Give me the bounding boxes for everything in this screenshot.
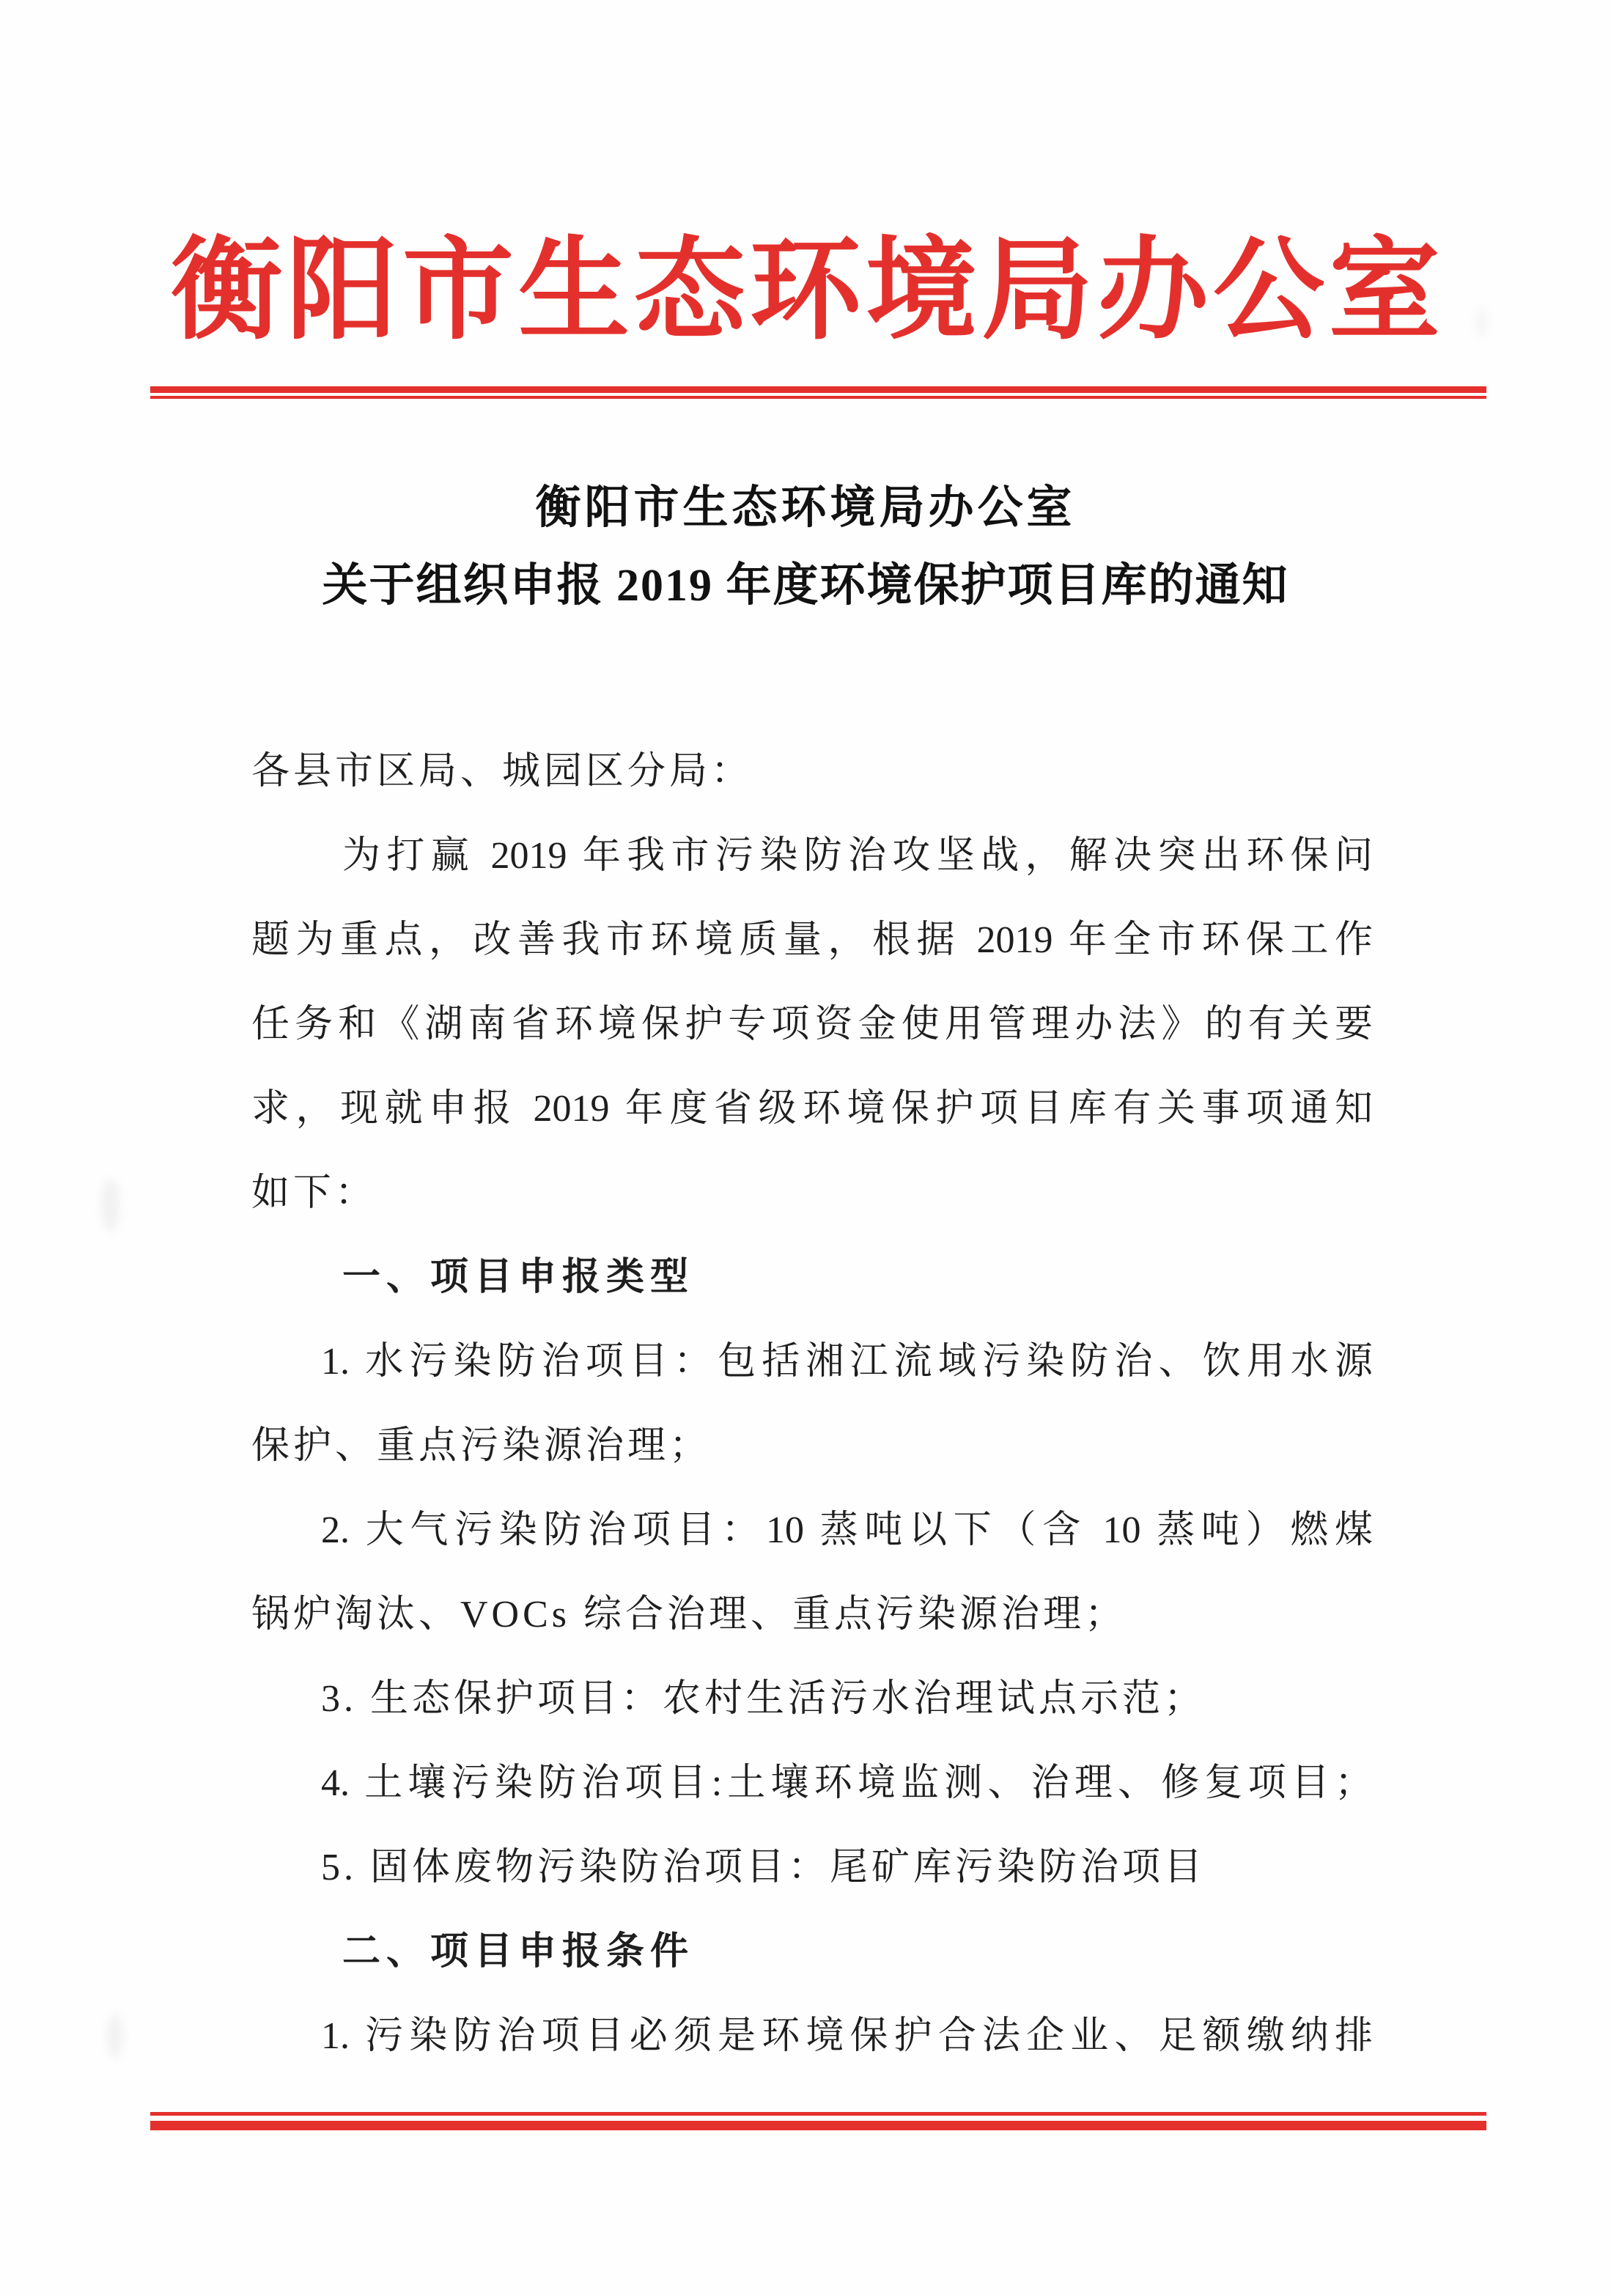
intro-paragraph-line-5: 如下： (251, 1172, 377, 1214)
letterhead-title: 衡阳市生态环境局办公室 (171, 229, 1445, 353)
document-title-line-2: 关于组织申报 2019 年度环境保护项目库的通知 (322, 561, 1289, 611)
section-one-heading: 一、项目申报类型 (342, 1256, 695, 1298)
document-title-line-1: 衡阳市生态环境局办公室 (535, 483, 1076, 533)
intro-paragraph-line-1: 为打赢 2019 年我市污染防治攻坚战，解决突出环保问 (342, 835, 1373, 877)
footer-rule-gap (150, 2116, 1486, 2121)
footer-rule-thick-bar (150, 2121, 1486, 2130)
item-1-water-line-2: 保护、重点污染源治理； (251, 1425, 712, 1467)
scan-smudge (101, 1179, 120, 1232)
salutation-line: 各县市区局、城园区分局： (251, 751, 753, 792)
scan-smudge (107, 2014, 123, 2058)
scan-smudge (1475, 308, 1488, 337)
document-body (251, 729, 1373, 2078)
letterhead-rule-thick-bar (150, 386, 1486, 393)
item-3-ecology-line: 3. 生态保护项目：农村生活污水治理试点示范； (321, 1678, 1206, 1720)
letterhead-rule-thin-bar (150, 396, 1486, 399)
condition-item-1-line: 1. 污染防治项目必须是环境保护合法企业、足额缴纳排 (321, 2015, 1373, 2057)
item-2-air-line-2: 锅炉淘汰、VOCs 综合治理、重点污染源治理； (251, 1594, 1127, 1635)
intro-paragraph-line-4: 求，现就申报 2019 年度省级环境保护项目库有关事项通知 (251, 1088, 1373, 1130)
item-5-solid-waste-line: 5. 固体废物污染防治项目：尾矿库污染防治项目 (321, 1847, 1206, 1888)
item-1-water-line-1: 1. 水污染防治项目：包括湘江流域污染防治、饮用水源 (321, 1341, 1373, 1383)
intro-paragraph-line-2: 题为重点，改善我市环境质量，根据 2019 年全市环保工作 (251, 919, 1373, 961)
letterhead-rule (150, 386, 1486, 399)
section-two-heading: 二、项目申报条件 (342, 1930, 695, 1973)
intro-paragraph-line-3: 任务和《湖南省环境保护专项资金使用管理办法》的有关要 (251, 1004, 1373, 1045)
footer-rule (150, 2112, 1486, 2130)
item-2-air-line-1: 2. 大气污染防治项目：10 蒸吨以下（含 10 蒸吨）燃煤 (321, 1509, 1373, 1551)
item-4-soil-line: 4. 土壤污染防治项目:土壤环境监测、治理、修复项目； (321, 1762, 1373, 1804)
